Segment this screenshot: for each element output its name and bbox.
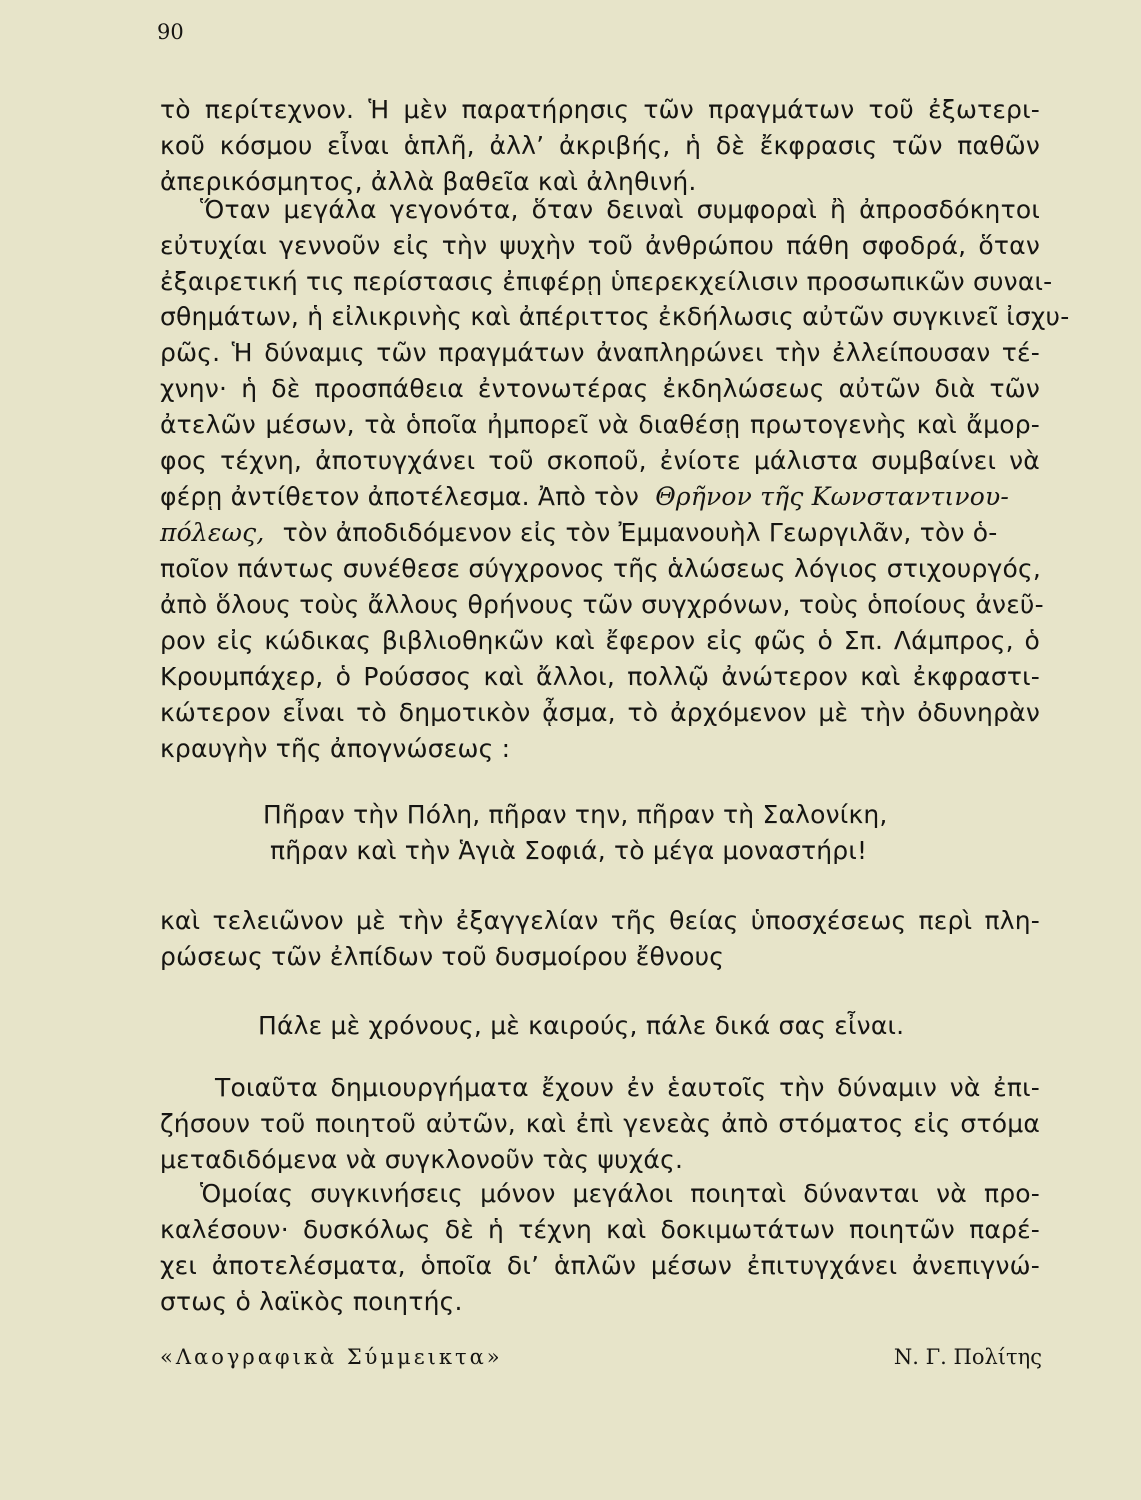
text-line: ρῶς. Ἡ δύναμις τῶν πραγμάτων ἀναπληρώνει τὴν ἐλλείπουσαν τέ- [160, 338, 1040, 367]
text-line: κραυγὴν τῆς ἀπογνώσεως : [160, 734, 511, 763]
verse-line: Πῆραν τὴν Πόλη, πῆραν την, πῆραν τὴ Σαλονίκη, [263, 800, 888, 829]
text-line: φος τέχνη, ἀποτυγχάνει τοῦ σκοποῦ, ἐνίοτε μάλιστα συμβαίνει νὰ [160, 446, 1040, 475]
text-line: καλέσουν· δυσκόλως δὲ ἡ τέχνη καὶ δοκιμωτάτων ποιητῶν παρέ- [160, 1215, 1040, 1244]
text-line: ποῖον πάντως συνέθεσε σύγχρονος τῆς ἁλώσεως λόγιος στιχουργός, [160, 554, 1042, 583]
text-line: κώτερον εἶναι τὸ δημοτικὸν ᾆσμα, τὸ ἀρχόμενον μὲ τὴν ὀδυνηρὰν [160, 698, 1040, 727]
text-line: χνην· ἡ δὲ προσπάθεια ἐντονωτέρας ἐκδηλώσεως αὐτῶν διὰ τῶν [160, 374, 1040, 403]
text-line: σθημάτων, ἡ εἰλικρινὴς καὶ ἀπέριττος ἐκδήλωσις αὐτῶν συγκινεῖ ἰσχυ- [160, 302, 1070, 331]
author-name: Ν. Γ. Πολίτης [893, 1345, 1042, 1369]
text-line: ἐξαιρετική τις περίστασις ἐπιφέρῃ ὑπερεκχείλισιν προσωπικῶν συναι- [160, 267, 1053, 296]
text-line: ζήσουν τοῦ ποιητοῦ αὐτῶν, καὶ ἐπὶ γενεὰς ἀπὸ στόματος εἰς στόμα [160, 1109, 1040, 1138]
text-line: ρώσεως τῶν ἐλπίδων τοῦ δυσμοίρου ἔθνους [160, 942, 725, 971]
text-line [160, 515, 1040, 551]
text-line [160, 479, 1040, 515]
text-line: χει ἀποτελέσματα, ὁποῖα δι’ ἁπλῶν μέσων ἐπιτυγχάνει ἀνεπιγνώ- [160, 1251, 1040, 1280]
verse-line: πῆραν καὶ τὴν Ἁγιὰ Σοφιά, τὸ μέγα μοναστήρι! [270, 836, 868, 865]
text-line-part: τὸν ἀποδιδόμενον εἰς τὸν Ἐμμανουὴλ Γεωργιλᾶν, τὸν ὁ- [282, 518, 998, 547]
text-line: εὐτυχίαι γεννοῦν εἰς τὴν ψυχὴν τοῦ ἀνθρώπου πάθη σφοδρά, ὅταν [160, 231, 1040, 260]
text-line: μεταδιδόμενα νὰ συγκλονοῦν τὰς ψυχάς. [160, 1145, 684, 1174]
text-line-part: φέρῃ ἀντίθετον ἀποτέλεσμα. Ἀπὸ τὸν [160, 482, 640, 511]
poem-title: Θρῆνον τῆς Κωνσταντινου- [655, 482, 1010, 511]
text-line: Κρουμπάχερ, ὁ Ρούσσος καὶ ἄλλοι, πολλῷ ἀνώτερον καὶ ἐκφραστι- [160, 662, 1040, 691]
text-line: ἀτελῶν μέσων, τὰ ὁποῖα ἠμπορεῖ νὰ διαθέσῃ πρωτογενὴς καὶ ἄμορ- [160, 410, 1040, 439]
source-citation: «Λαογραφικὰ Σύμμεικτα» [160, 1345, 503, 1369]
text-line: Τοιαῦτα δημιουργήματα ἔχουν ἐν ἑαυτοῖς τὴν δύναμιν νὰ ἐπι- [215, 1073, 1040, 1102]
text-line: ἀπερικόσμητος, ἀλλὰ βαθεῖα καὶ ἀληθινή. [160, 167, 697, 196]
text-line: κοῦ κόσμου εἶναι ἁπλῆ, ἀλλ’ ἀκριβής, ἡ δὲ ἔκφρασις τῶν παθῶν [160, 131, 1040, 160]
text-line: στως ὁ λαϊκὸς ποιητής. [160, 1287, 463, 1316]
poem-title-end: πόλεως, [160, 518, 265, 547]
page-number: 90 [157, 20, 184, 44]
text-line: Ὁμοίας συγκινήσεις μόνον μεγάλοι ποιηταὶ δύνανται νὰ προ- [200, 1179, 1040, 1208]
verse-line: Πάλε μὲ χρόνους, μὲ καιρούς, πάλε δικά σας εἶναι. [258, 1011, 905, 1040]
text-line: ρον εἰς κώδικας βιβλιοθηκῶν καὶ ἔφερον εἰς φῶς ὁ Σπ. Λάμπρος, ὁ [160, 626, 1040, 655]
text-line: τὸ περίτεχνον. Ἡ μὲν παρατήρησις τῶν πραγμάτων τοῦ ἐξωτερι- [160, 95, 1040, 124]
text-line: καὶ τελειῶνον μὲ τὴν ἐξαγγελίαν τῆς θείας ὑποσχέσεως περὶ πλη- [160, 906, 1040, 935]
text-line: ἀπὸ ὅλους τοὺς ἄλλους θρήνους τῶν συγχρόνων, τοὺς ὁποίους ἀνεῦ- [160, 590, 1044, 619]
text-line: Ὅταν μεγάλα γεγονότα, ὅταν δειναὶ συμφοραὶ ἢ ἀπροσδόκητοι [200, 195, 1040, 224]
